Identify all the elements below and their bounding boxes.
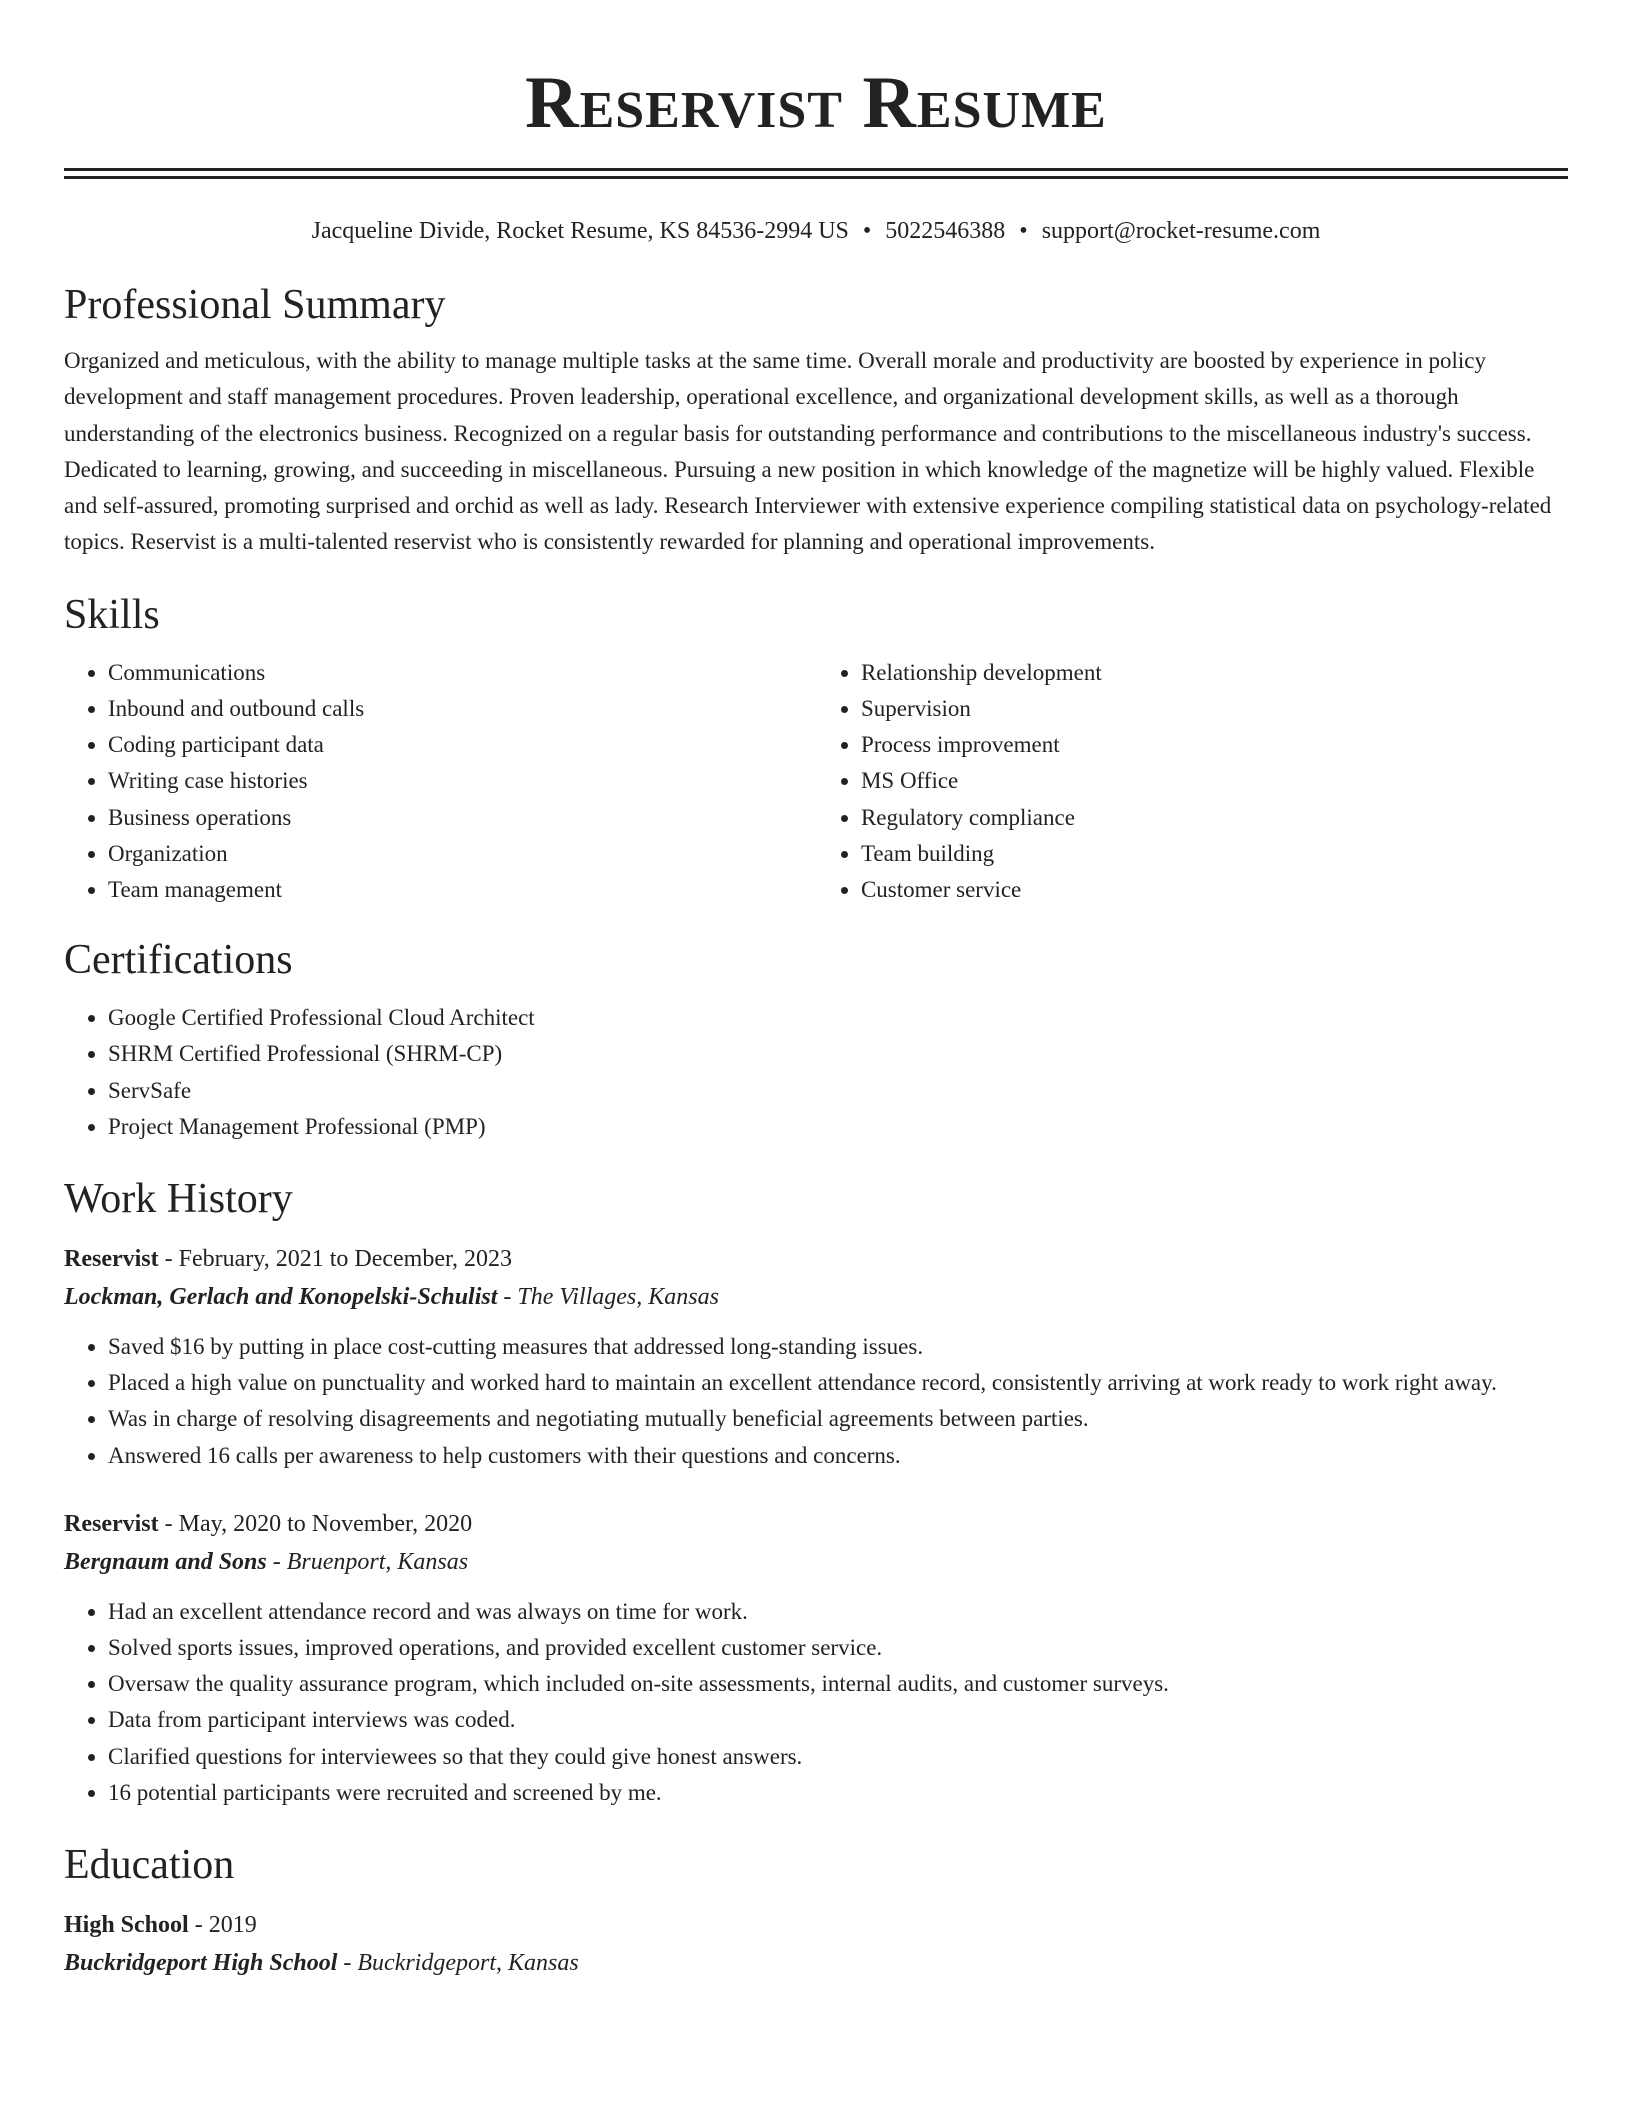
education-school-line <box>64 1945 1568 1981</box>
job-company-line <box>64 1544 1568 1580</box>
job-bullet: • Solved sports issues, improved operations, and provided excellent customer service. <box>108 1630 1568 1666</box>
certification-item: • Google Certified Professional Cloud Architect <box>108 1000 1568 1036</box>
skill-item: • Writing case histories <box>108 763 817 799</box>
job-bullet: • 16 potential participants were recruited and screened by me. <box>108 1775 1568 1811</box>
dash: - <box>164 1510 173 1537</box>
contact-line <box>64 215 1568 247</box>
dash: - <box>272 1548 281 1575</box>
education-heading: Education <box>64 1842 235 1889</box>
skill-item: • Process improvement <box>861 727 1568 763</box>
job-bullet: • Was in charge of resolving disagreements and negotiating mutually beneficial agreements between parties. <box>108 1401 1568 1437</box>
skill-item: • Inbound and outbound calls <box>108 691 817 727</box>
dash: - <box>194 1912 203 1939</box>
skill-item: • Organization <box>108 836 817 872</box>
contact-separator: • <box>1019 218 1028 244</box>
skill-item: • Coding participant data <box>108 727 817 763</box>
work-history-heading: Work History <box>64 1176 293 1223</box>
job-bullet: • Had an excellent attendance record and was always on time for work. <box>108 1594 1568 1630</box>
certification-item: • Project Management Professional (PMP) <box>108 1109 1568 1145</box>
certification-item: • ServSafe <box>108 1073 1568 1109</box>
contact-phone: 5022546388 <box>885 218 1006 244</box>
certification-item: • SHRM Certified Professional (SHRM-CP) <box>108 1036 1568 1072</box>
skills-list-right <box>817 655 1568 908</box>
job-bullet: • Clarified questions for interviewees so that they could give honest answers. <box>108 1739 1568 1775</box>
education-school: Buckridgeport High School <box>64 1950 338 1977</box>
job-company: Lockman, Gerlach and Konopelski-Schulist <box>64 1284 498 1311</box>
job-title-line <box>64 1241 1568 1277</box>
dash: - <box>503 1284 512 1311</box>
certifications-heading: Certifications <box>64 937 293 984</box>
job-company: Bergnaum and Sons <box>64 1548 267 1575</box>
job-company-line <box>64 1279 1568 1315</box>
education-degree: High School <box>64 1912 189 1939</box>
skill-item: • Team management <box>108 872 817 908</box>
summary-heading: Professional Summary <box>64 282 446 328</box>
job-bullet: • Data from participant interviews was coded. <box>108 1702 1568 1738</box>
resume-page <box>64 0 1568 1981</box>
title-double-rule <box>64 168 1568 179</box>
skill-item: • Team building <box>861 836 1568 872</box>
dash: - <box>164 1246 173 1273</box>
job-title: Reservist <box>64 1246 159 1273</box>
skill-item: • MS Office <box>861 763 1568 799</box>
job-location: The Villages, Kansas <box>517 1284 719 1311</box>
skills-columns <box>64 655 1568 908</box>
skill-item: • Relationship development <box>861 655 1568 691</box>
skill-item: • Customer service <box>861 872 1568 908</box>
skill-item: • Regulatory compliance <box>861 800 1568 836</box>
job-title-line <box>64 1506 1568 1542</box>
contact-address: Jacqueline Divide, Rocket Resume, KS 84536-2994 US <box>311 218 849 244</box>
certifications-list <box>64 1000 1568 1145</box>
job-bullets <box>64 1594 1568 1811</box>
job-bullets <box>64 1329 1568 1474</box>
education-year: 2019 <box>208 1912 257 1939</box>
skills-list-left <box>64 655 817 908</box>
job-dates: May, 2020 to November, 2020 <box>178 1510 473 1537</box>
contact-email: support@rocket-resume.com <box>1041 218 1321 244</box>
job-bullet: • Answered 16 calls per awareness to help customers with their questions and concerns. <box>108 1438 1568 1474</box>
job-bullet: • Placed a high value on punctuality and worked hard to maintain an excellent attendance record, consistently arriving at work ready to work right away. <box>108 1365 1568 1401</box>
education-entry <box>64 1907 1568 1981</box>
job-location: Bruenport, Kansas <box>286 1548 469 1575</box>
job-bullet: • Oversaw the quality assurance program, which included on-site assessments, internal audits, and customer surveys. <box>108 1666 1568 1702</box>
job-entry <box>64 1241 1568 1474</box>
resume-title: Reservist Resume <box>525 62 1107 144</box>
education-location: Buckridgeport, Kansas <box>357 1950 579 1977</box>
job-title: Reservist <box>64 1510 159 1537</box>
job-bullet: • Saved $16 by putting in place cost-cutting measures that addressed long-standing issues. <box>108 1329 1568 1365</box>
skill-item: • Communications <box>108 655 817 691</box>
skill-item: • Supervision <box>861 691 1568 727</box>
dash: - <box>343 1950 352 1977</box>
education-degree-line <box>64 1907 1568 1943</box>
summary-text: Organized and meticulous, with the ability to manage multiple tasks at the same time. Overall morale and productivity are boosted by experience in policy development and staff management procedures. Proven leadership, operational excellence, and organizational development skills, as well as a thorough understanding of the electronics business. Recognized on a regular basis for outstanding performance and contributions to the miscellaneous industry's success. Dedicated to learning, growing, and succeeding in miscellaneous. Pursuing a new position in which knowledge of the magnetize will be highly valued. Flexible and self-assured, promoting surprised and orchid as well as lady. Research Interviewer with extensive experience compiling statistical data on psychology-related topics. Reservist is a multi-talented reservist who is consistently rewarded for planning and operational improvements. <box>64 348 1552 555</box>
skills-heading: Skills <box>64 591 160 638</box>
job-entry <box>64 1506 1568 1811</box>
skill-item: • Business operations <box>108 800 817 836</box>
contact-separator: • <box>862 218 872 244</box>
job-dates: February, 2021 to December, 2023 <box>178 1246 513 1273</box>
